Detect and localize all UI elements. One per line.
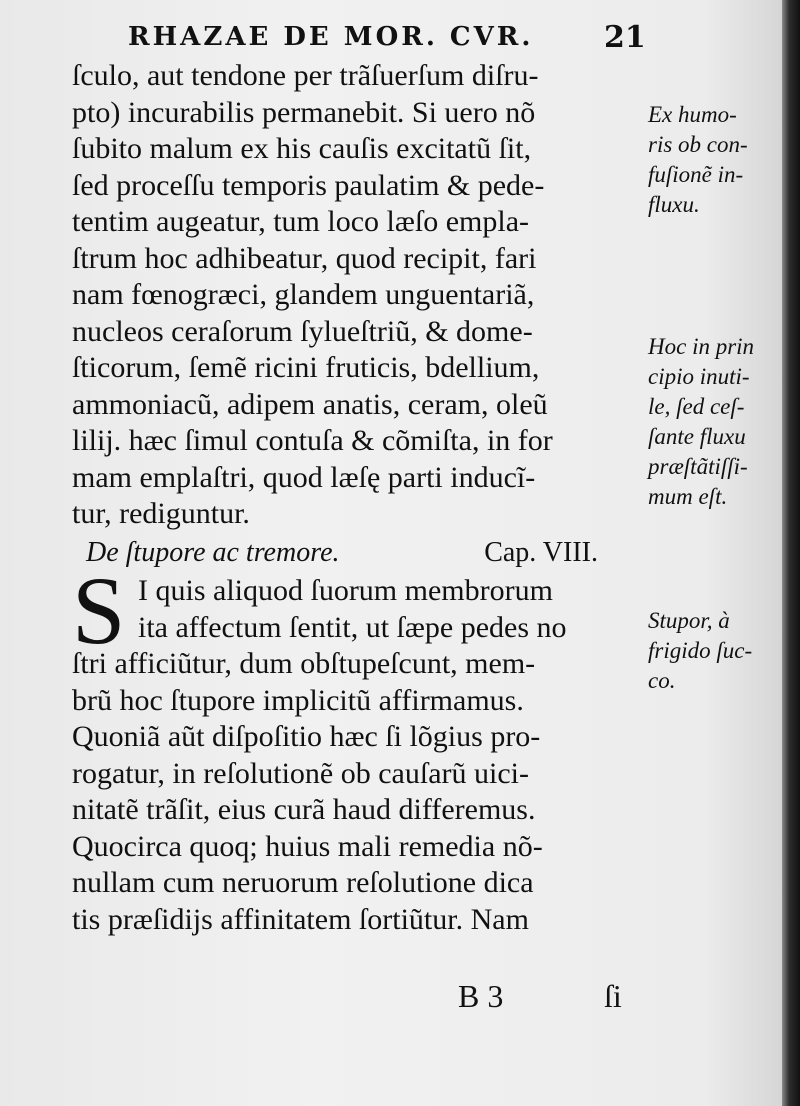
marginal-note-line: ſante fluxu [648, 424, 746, 449]
marginal-note-line: ris ob con- [648, 132, 748, 157]
page-number: 21 [604, 20, 646, 55]
text-line: ſubito malum ex his cauſis excitatũ ſit, [72, 132, 532, 165]
paragraph-with-initial [72, 557, 638, 938]
text-line: tur, rediguntur. [72, 497, 250, 530]
chapter-heading [72, 535, 638, 572]
marginal-note [648, 332, 776, 512]
marginal-note-line: fluxu. [648, 192, 700, 217]
signature-mark: B 3 [458, 978, 504, 1014]
text-line: nullam cum neruorum reſolutione dica [72, 866, 534, 899]
marginal-note-line: frigido ſuc- [648, 638, 753, 663]
marginal-note-line: mum eſt. [648, 484, 728, 509]
main-text-block [72, 58, 638, 938]
marginal-note [648, 100, 776, 220]
text-line: Quoniã aũt diſpoſitio hæc ſi lõgius pro- [72, 720, 541, 753]
text-line: rogatur, in reſolutionẽ ob cauſarũ uici- [72, 756, 529, 790]
text-line: nitatẽ trãſit, eius curã haud differemus. [72, 793, 536, 826]
marginal-note-line: cipio inuti- [648, 364, 750, 389]
catchword: ſi [604, 978, 622, 1014]
text-line: I quis aliquod ſuorum membrorum [138, 574, 553, 607]
chapter-number: Cap. VIII. [484, 536, 598, 568]
marginal-note-line: Ex humo- [648, 102, 737, 127]
text-line: ſticorum, ſemẽ ricini fruticis, bdellium, [72, 351, 540, 384]
book-binding-edge [782, 0, 800, 1106]
text-line: ammoniacũ, adipem anatis, ceram, oleũ [72, 387, 548, 421]
text-line: nam fœnogræci, glandem unguentariã, [72, 278, 535, 311]
text-line: tis præſidijs affinitatem ſortiũtur. Nam [72, 902, 529, 936]
text-line: ſed proceſſu temporis paulatim & pede- [72, 168, 545, 202]
text-line: ita affectum ſentit, ut ſæpe pedes no [138, 610, 567, 644]
text-line: lilij. hæc ſimul contuſa & cõmiſta, in for [72, 424, 553, 457]
text-line: ſtrum hoc adhibeatur, quod recipit, fari [72, 241, 537, 275]
marginal-note-line: co. [648, 668, 676, 693]
chapter-title: De ſtupore ac tremore. [86, 536, 340, 568]
marginal-note-line: Hoc in prin [648, 334, 755, 359]
text-line: mam emplaſtri, quod læſę parti inducĩ- [72, 460, 536, 494]
marginal-note-line: le, ſed ceſ- [648, 394, 745, 419]
text-line: brũ hoc ſtupore implicitũ affirmamus. [72, 683, 524, 717]
text-line: tentim augeatur, tum loco læſo empla- [72, 205, 530, 238]
running-title: RHAZAE DE MOR. CVR. [128, 22, 534, 52]
marginal-note-line: præſtãtiſſi- [648, 454, 748, 479]
drop-cap: S [72, 557, 126, 664]
text-line: pto) incurabilis permanebit. Si uero nõ [72, 95, 536, 129]
text-line: ſtri afficiũtur, dum obſtupeſcunt, mem- [72, 647, 536, 680]
text-line: Quocirca quoq; huius mali remedia nõ- [72, 829, 543, 863]
text-line: ſculo, aut tendone per trãſuerſum diſru- [72, 59, 539, 92]
marginal-note [648, 606, 776, 696]
text-line: nucleos ceraſorum ſylueſtriũ, & dome- [72, 314, 533, 348]
marginal-note-line: fuſionẽ in- [648, 162, 744, 187]
marginal-note-line: Stupor, à [648, 608, 730, 633]
